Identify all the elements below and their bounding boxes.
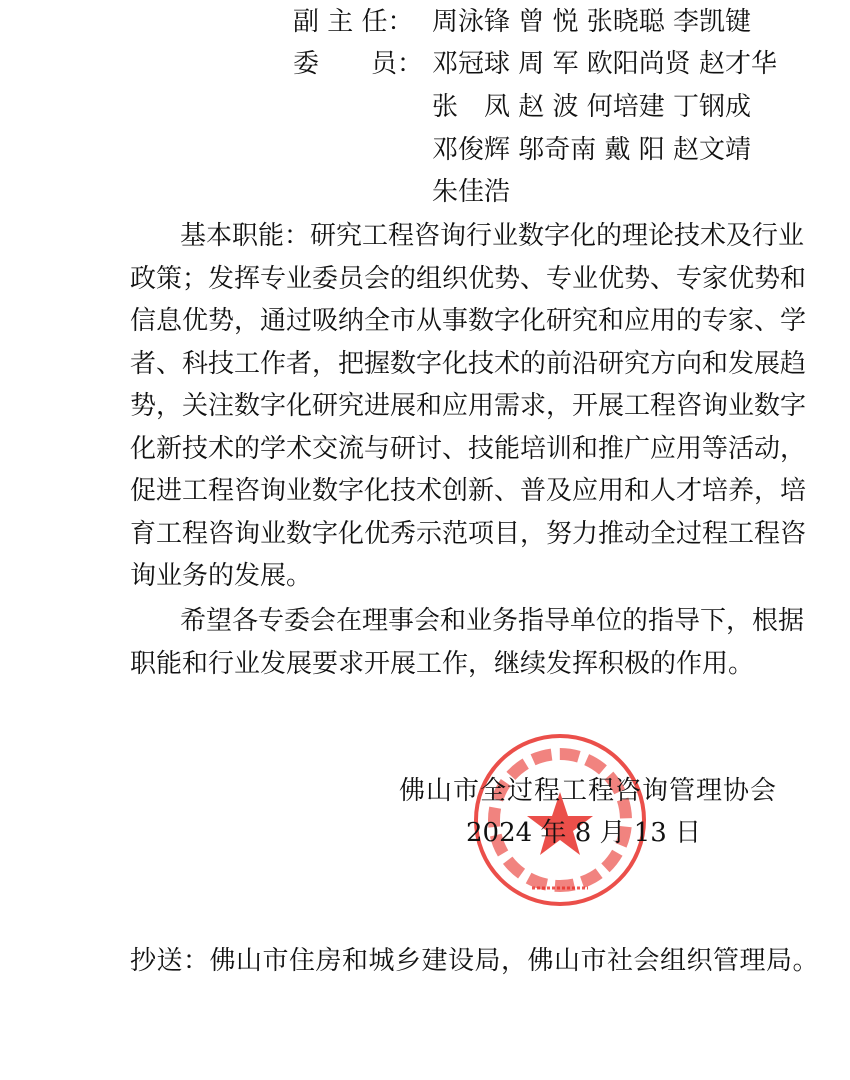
paragraph-line: 化新技术的学术交流与研讨、技能培训和推广应用等活动， [130, 434, 807, 464]
paragraph-line: 势，关注数字化研究进展和应用需求，开展工程咨询业数字 [130, 391, 807, 421]
signature-organization: 佛山市全过程工程咨询管理协会 [399, 776, 778, 806]
paragraph-line: 信息优势，通过吸纳全市从事数字化研究和应用的专家、学 [130, 306, 807, 336]
member-names-line: 邓俊辉 邬奇南 戴 阳 赵文靖 [432, 135, 752, 165]
member-names-line: 张 凤 赵 波 何培建 丁钢成 [432, 92, 752, 122]
vice-director-label: 副 主 任： [293, 7, 414, 37]
paragraph-line: 促进工程咨询业数字化技术创新、普及应用和人才培养，培 [130, 476, 807, 506]
paragraph-line: 职能和行业发展要求开展工作，继续发挥积极的作用。 [130, 649, 755, 679]
paragraph-line: 育工程咨询业数字化优秀示范项目，努力推动全过程工程咨 [130, 519, 807, 549]
paragraph-line: 询业务的发展。 [130, 561, 313, 591]
paragraph-line: 希望各专委会在理事会和业务指导单位的指导下，根据 [180, 606, 805, 636]
paragraph-line: 基本职能：研究工程咨询行业数字化的理论技术及行业 [180, 221, 805, 251]
member-names-line: 邓冠球 周 军 欧阳尚贤 赵才华 [432, 49, 778, 79]
paragraph-line: 者、科技工作者，把握数字化技术的前沿研究方向和发展趋 [130, 349, 807, 379]
member-label: 委 员： [293, 49, 424, 79]
cc-line: 抄送：佛山市住房和城乡建设局，佛山市社会组织管理局。 [130, 946, 820, 976]
signature-date: 2024 年 8 月 13 日 [466, 818, 702, 848]
paragraph-line: 政策；发挥专业委员会的组织优势、专业优势、专家优势和 [130, 264, 807, 294]
vice-director-names: 周泳锋 曾 悦 张晓聪 李凯键 [432, 7, 752, 37]
member-names-line: 朱佳浩 [432, 177, 511, 207]
